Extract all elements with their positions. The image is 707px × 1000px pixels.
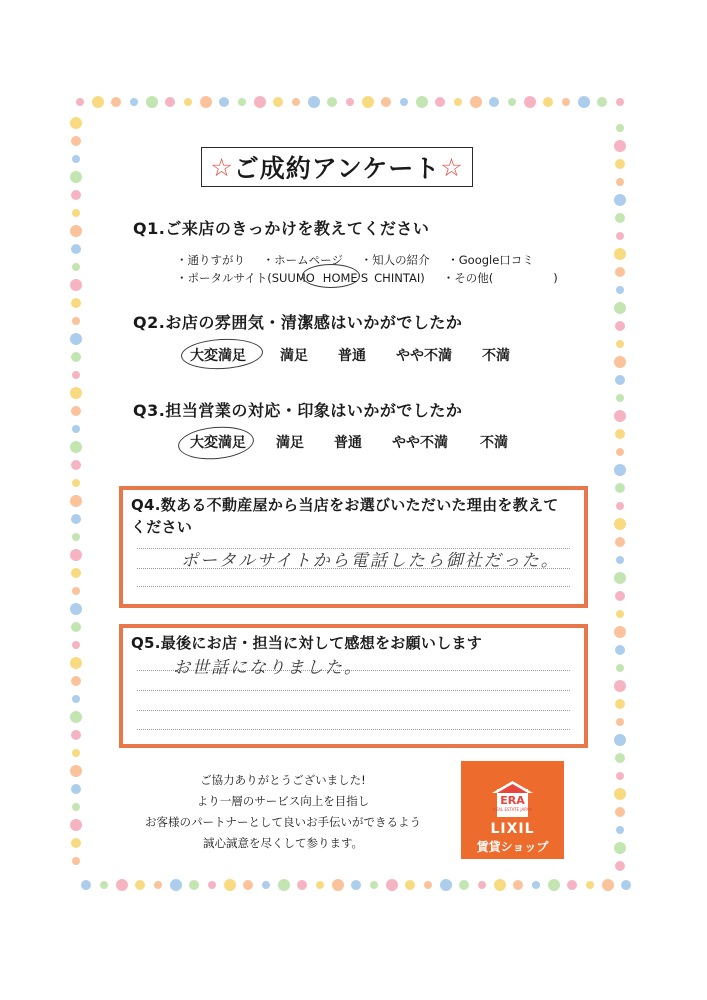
border-dot [92,96,104,108]
q4-question-cont: ください [131,518,193,536]
star-icon: ☆ [440,152,464,182]
border-dot [72,641,80,649]
border-dot [71,730,81,740]
border-dot [70,657,82,669]
border-dot [316,881,324,889]
q3-circled-mark [177,424,255,463]
border-dot [614,356,626,368]
border-dot [71,352,81,362]
border-dot [71,568,81,578]
border-dot [614,842,626,854]
border-dot [562,98,570,106]
border-dot [615,483,625,493]
q1-portal-suffix: ) [420,271,425,285]
border-dot [616,178,624,186]
border-dot [616,502,624,510]
border-dot [70,495,82,507]
border-dot [81,880,91,890]
border-dot [72,155,80,163]
q2-rating[interactable]: 大変満足 [190,348,246,364]
q1-option[interactable]: ・知人の紹介 [360,253,430,267]
border-dot [548,879,560,891]
border-dot [71,514,81,524]
border-dot [616,772,624,780]
border-dot [154,881,162,889]
border-dot [116,879,128,891]
q1-portal-site[interactable]: CHINTAI [374,271,421,285]
border-dot [567,880,577,890]
border-dot [71,838,81,848]
q1-portal-prefix[interactable]: ・ポータルサイト( [176,271,272,285]
answer-rule [137,710,570,711]
border-dot [616,826,624,834]
era-subtext: REAL ESTATE JAPAN [492,807,533,812]
border-dot [616,340,624,348]
border-dot [616,232,624,240]
border-dot [332,879,344,891]
border-dot [327,97,337,107]
border-dot [72,425,80,433]
border-dot [351,880,361,890]
border-dot [614,626,626,638]
answer-rule [137,690,570,691]
border-dot [615,429,625,439]
border-dot [189,880,199,890]
border-dot [459,880,469,890]
q3-rating[interactable]: 満足 [276,435,304,451]
q1-option[interactable]: ・通りすがり [176,253,245,267]
border-dot [130,98,138,106]
q3-rating[interactable]: やや不満 [392,435,448,451]
border-dot [72,209,80,217]
border-dot [616,286,624,294]
border-dot [165,97,175,107]
border-dot [435,97,445,107]
q1-option[interactable]: ・ホームページ [262,253,343,267]
border-dot [72,371,80,379]
q1-circled-mark [302,264,360,288]
q3-rating[interactable]: 普通 [334,435,362,451]
border-dot [71,190,81,200]
border-dot [478,881,486,889]
border-dot [614,518,626,530]
border-dot [615,699,625,709]
border-dot [262,881,270,889]
border-dot [616,556,624,564]
border-dot [614,788,626,800]
border-dot [616,664,624,672]
border-dot [346,98,354,106]
border-dot [70,441,82,453]
border-dot [615,159,625,169]
border-dot [243,880,253,890]
border-dot [135,880,145,890]
border-dot [72,263,80,271]
q3-rating[interactable]: 大変満足 [190,435,246,451]
border-dot [72,533,80,541]
border-dot [616,98,624,106]
answer-rule [137,586,570,587]
border-dot [72,749,80,757]
border-dot [440,879,452,891]
border-dot [278,879,290,891]
border-dot [615,807,625,817]
thanks-line: より一層のサービス向上を目指し [196,794,370,808]
border-dot [614,464,626,476]
border-dot [72,479,80,487]
border-dot [72,857,80,865]
border-dot [71,298,81,308]
border-dot [386,879,398,891]
q1-options-row2 [176,270,558,286]
border-dot [71,244,81,254]
border-dot [254,96,266,108]
border-dot [170,879,182,891]
border-dot [615,267,625,277]
border-dot [614,410,626,422]
border-dot [616,394,624,402]
border-dot [70,603,82,615]
border-dot [615,861,625,871]
q2-rating[interactable]: 普通 [338,348,366,364]
border-dot [614,734,626,746]
border-dot [70,225,82,237]
border-dot [70,387,82,399]
border-dot [615,321,625,331]
era-text: ERA [500,794,525,807]
border-dot [614,194,626,206]
border-dot [224,879,236,891]
border-dot [297,880,307,890]
border-dot [362,96,374,108]
lixil-text: LIXIL [490,821,535,837]
shop-name: 賃貸ショップ [476,840,549,854]
border-dot [76,98,84,106]
q2-rating[interactable]: やや不満 [396,348,452,364]
thanks-line: お客様のパートナーとして良いお手伝いができるよう [145,815,421,829]
border-dot [381,97,391,107]
q2-question: Q2.お店の雰囲気・清潔感はいかがでしたか [133,313,463,332]
star-icon: ☆ [210,152,234,182]
border-dot [70,711,82,723]
border-dot [70,549,82,561]
border-dot [615,753,625,763]
border-dot [405,880,415,890]
border-dot [292,98,300,106]
border-dot [614,302,626,314]
thanks-line: 誠心誠意を尽くして参ります。 [202,836,364,850]
border-dot [615,375,625,385]
border-dot [615,591,625,601]
border-dot [543,97,553,107]
border-dot [614,140,626,152]
border-dot [454,98,462,106]
border-dot [532,881,540,889]
border-dot [424,881,432,889]
border-dot [72,587,80,595]
q2-circled-mark [180,337,263,371]
answer-rule [137,729,570,730]
border-dot [71,622,81,632]
border-dot [470,96,482,108]
border-dot [513,880,523,890]
border-dot [602,879,614,891]
border-dot [616,610,624,618]
q5-handwritten-answer: お世話になりました。 [173,658,363,678]
border-dot [489,97,499,107]
q3-question: Q3.担当営業の対応・印象はいかがでしたか [133,401,463,420]
border-dot [615,645,625,655]
border-dot [184,98,192,106]
q2-rating[interactable]: 満足 [280,348,308,364]
thanks-message [118,770,448,854]
border-dot [616,718,624,726]
q1-other-close: ) [553,271,558,285]
border-dot [621,880,631,890]
border-dot [70,819,82,831]
border-dot [616,448,624,456]
border-dot [72,803,80,811]
q4-handwritten-answer: ポータルサイトから電話したら御社だった。 [181,551,560,571]
border-dot [614,680,626,692]
border-dot [615,213,625,223]
q1-option[interactable]: ・Google口コミ [447,253,534,267]
border-dot [100,881,108,889]
border-dot [72,695,80,703]
border-dot [70,279,82,291]
border-dot [208,881,216,889]
border-dot [111,97,121,107]
q1-options-row1 [176,252,534,268]
border-dot [578,96,590,108]
lixil-era-logo [461,761,564,859]
border-dot [614,572,626,584]
thanks-line: ご協力ありがとうございました! [200,773,366,787]
q5-answer-box[interactable] [119,624,588,748]
q2-rating[interactable]: 不満 [482,348,510,364]
border-dot [219,97,229,107]
border-dot [70,765,82,777]
border-dot [71,136,81,146]
q4-answer-box[interactable] [119,486,588,608]
border-dot [146,96,158,108]
border-dot [370,881,378,889]
border-dot [416,96,428,108]
q1-portal-site[interactable]: SUUMO [271,271,315,285]
q5-question: Q5.最後にお店・担当に対して感想をお願いします [131,634,483,652]
border-dot [494,879,506,891]
border-dot [508,98,516,106]
q4-question: Q4.数ある不動産屋から当店をお選びいただいた理由を教えて [131,496,559,514]
border-dot [70,117,82,129]
q3-rating[interactable]: 不満 [480,435,508,451]
border-dot [273,97,283,107]
border-dot [615,537,625,547]
border-dot [400,98,408,106]
border-dot [614,248,626,260]
border-dot [72,317,80,325]
border-dot [616,124,624,132]
survey-title [201,147,473,187]
border-dot [71,460,81,470]
q1-portal-site[interactable]: HOME'S [322,271,369,285]
border-dot [71,676,81,686]
survey-title-text: ご成約アンケート [233,154,441,183]
border-dot [70,333,82,345]
border-dot [71,406,81,416]
q1-question: Q1.ご来店のきっかけを教えてください [133,219,430,238]
border-dot [70,171,82,183]
q1-option-other[interactable]: ・その他( [442,271,494,285]
border-dot [597,97,607,107]
border-dot [308,96,320,108]
border-dot [238,98,246,106]
border-dot [71,784,81,794]
house-roof-icon [489,779,536,795]
border-dot [586,881,594,889]
border-dot [200,96,212,108]
border-dot [524,96,536,108]
